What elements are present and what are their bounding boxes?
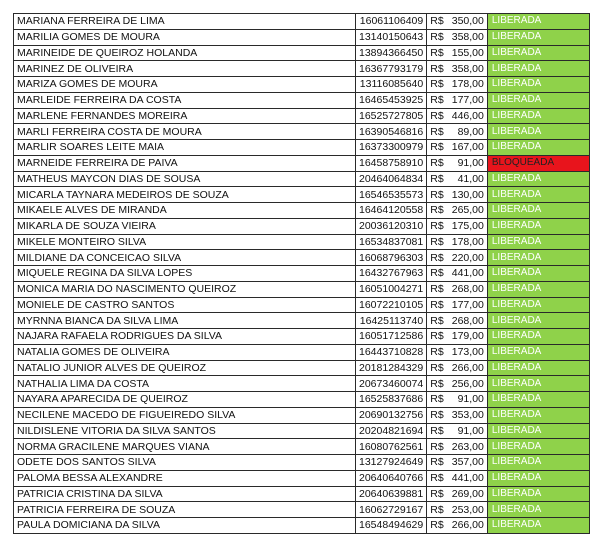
name-cell: NILDISLENE VITORIA DA SILVA SANTOS: [14, 423, 356, 439]
name-cell: PALOMA BESSA ALEXANDRE: [14, 470, 356, 486]
payment-status-table: [13, 13, 590, 534]
code-cell: 16443710828: [356, 344, 427, 360]
table-row: [14, 281, 590, 297]
status-cell: LIBERADA: [487, 502, 589, 518]
code-cell: 20036120310: [356, 218, 427, 234]
value-cell: 446,00: [449, 108, 488, 124]
table-row: [14, 187, 590, 203]
name-cell: NATHALIA LIMA DA COSTA: [14, 376, 356, 392]
table-row: [14, 502, 590, 518]
currency-cell: R$: [427, 502, 449, 518]
table-row: [14, 376, 590, 392]
currency-cell: R$: [427, 124, 449, 140]
status-cell: LIBERADA: [487, 470, 589, 486]
currency-cell: R$: [427, 218, 449, 234]
value-cell: 263,00: [449, 439, 488, 455]
currency-cell: R$: [427, 313, 449, 329]
value-cell: 91,00: [449, 423, 488, 439]
currency-cell: R$: [427, 155, 449, 171]
currency-cell: R$: [427, 297, 449, 313]
value-cell: 358,00: [449, 61, 488, 77]
status-cell: LIBERADA: [487, 250, 589, 266]
value-cell: 350,00: [449, 14, 488, 30]
table-row: [14, 203, 590, 219]
code-cell: 13140150643: [356, 29, 427, 45]
status-cell: LIBERADA: [487, 77, 589, 93]
table-row: [14, 61, 590, 77]
status-cell: LIBERADA: [487, 392, 589, 408]
table-row: [14, 329, 590, 345]
name-cell: MONIELE DE CASTRO SANTOS: [14, 297, 356, 313]
currency-cell: R$: [427, 266, 449, 282]
status-cell: LIBERADA: [487, 329, 589, 345]
code-cell: 16458758910: [356, 155, 427, 171]
value-cell: 130,00: [449, 187, 488, 203]
table-body: [14, 14, 590, 534]
currency-cell: R$: [427, 486, 449, 502]
code-cell: 16080762561: [356, 439, 427, 455]
status-cell: LIBERADA: [487, 92, 589, 108]
name-cell: MILDIANE DA CONCEICAO SILVA: [14, 250, 356, 266]
name-cell: MICARLA TAYNARA MEDEIROS DE SOUZA: [14, 187, 356, 203]
name-cell: MARLI FERREIRA COSTA DE MOURA: [14, 124, 356, 140]
value-cell: 268,00: [449, 313, 488, 329]
code-cell: 16051004271: [356, 281, 427, 297]
value-cell: 178,00: [449, 77, 488, 93]
currency-cell: R$: [427, 29, 449, 45]
name-cell: MIKARLA DE SOUZA VIEIRA: [14, 218, 356, 234]
code-cell: 16061106409: [356, 14, 427, 30]
code-cell: 16432767963: [356, 266, 427, 282]
code-cell: 20464064834: [356, 171, 427, 187]
table-row: [14, 250, 590, 266]
status-cell: LIBERADA: [487, 376, 589, 392]
table-row: [14, 14, 590, 30]
code-cell: 16525727805: [356, 108, 427, 124]
value-cell: 91,00: [449, 392, 488, 408]
table-row: [14, 313, 590, 329]
currency-cell: R$: [427, 518, 449, 534]
table-row: [14, 392, 590, 408]
code-cell: 20204821694: [356, 423, 427, 439]
currency-cell: R$: [427, 407, 449, 423]
code-cell: 16062729167: [356, 502, 427, 518]
name-cell: NAJARA RAFAELA RODRIGUES DA SILVA: [14, 329, 356, 345]
currency-cell: R$: [427, 187, 449, 203]
currency-cell: R$: [427, 344, 449, 360]
value-cell: 266,00: [449, 518, 488, 534]
value-cell: 89,00: [449, 124, 488, 140]
name-cell: ODETE DOS SANTOS SILVA: [14, 455, 356, 471]
name-cell: MONICA MARIA DO NASCIMENTO QUEIROZ: [14, 281, 356, 297]
table-row: [14, 486, 590, 502]
name-cell: MARNEIDE FERREIRA DE PAIVA: [14, 155, 356, 171]
status-cell: LIBERADA: [487, 29, 589, 45]
status-cell: LIBERADA: [487, 344, 589, 360]
code-cell: 20640639881: [356, 486, 427, 502]
value-cell: 177,00: [449, 297, 488, 313]
table-row: [14, 297, 590, 313]
code-cell: 16546535573: [356, 187, 427, 203]
value-cell: 441,00: [449, 470, 488, 486]
currency-cell: R$: [427, 439, 449, 455]
status-cell: LIBERADA: [487, 61, 589, 77]
code-cell: 16367793179: [356, 61, 427, 77]
code-cell: 16465453925: [356, 92, 427, 108]
value-cell: 155,00: [449, 45, 488, 61]
currency-cell: R$: [427, 171, 449, 187]
table-row: [14, 171, 590, 187]
value-cell: 177,00: [449, 92, 488, 108]
status-cell: LIBERADA: [487, 124, 589, 140]
table-row: [14, 45, 590, 61]
status-cell: LIBERADA: [487, 140, 589, 156]
currency-cell: R$: [427, 423, 449, 439]
name-cell: NORMA GRACILENE MARQUES VIANA: [14, 439, 356, 455]
table-row: [14, 518, 590, 534]
currency-cell: R$: [427, 61, 449, 77]
status-cell: LIBERADA: [487, 360, 589, 376]
currency-cell: R$: [427, 329, 449, 345]
name-cell: MARINEIDE DE QUEIROZ HOLANDA: [14, 45, 356, 61]
value-cell: 173,00: [449, 344, 488, 360]
table-row: [14, 266, 590, 282]
currency-cell: R$: [427, 455, 449, 471]
status-cell: LIBERADA: [487, 297, 589, 313]
code-cell: 16464120558: [356, 203, 427, 219]
code-cell: 16534837081: [356, 234, 427, 250]
value-cell: 253,00: [449, 502, 488, 518]
currency-cell: R$: [427, 234, 449, 250]
code-cell: 16373300979: [356, 140, 427, 156]
value-cell: 353,00: [449, 407, 488, 423]
name-cell: MARLEIDE FERREIRA DA COSTA: [14, 92, 356, 108]
code-cell: 16548494629: [356, 518, 427, 534]
value-cell: 266,00: [449, 360, 488, 376]
table-row: [14, 155, 590, 171]
currency-cell: R$: [427, 360, 449, 376]
name-cell: NECILENE MACEDO DE FIGUEIREDO SILVA: [14, 407, 356, 423]
table-row: [14, 108, 590, 124]
value-cell: 167,00: [449, 140, 488, 156]
status-cell: LIBERADA: [487, 407, 589, 423]
status-cell: LIBERADA: [487, 218, 589, 234]
status-cell: LIBERADA: [487, 518, 589, 534]
currency-cell: R$: [427, 392, 449, 408]
currency-cell: R$: [427, 140, 449, 156]
table-row: [14, 234, 590, 250]
name-cell: MIKELE MONTEIRO SILVA: [14, 234, 356, 250]
currency-cell: R$: [427, 14, 449, 30]
value-cell: 220,00: [449, 250, 488, 266]
code-cell: 16525837686: [356, 392, 427, 408]
value-cell: 178,00: [449, 234, 488, 250]
code-cell: 20640640766: [356, 470, 427, 486]
currency-cell: R$: [427, 250, 449, 266]
code-cell: 20181284329: [356, 360, 427, 376]
code-cell: 16390546816: [356, 124, 427, 140]
name-cell: PATRICIA FERREIRA DE SOUZA: [14, 502, 356, 518]
name-cell: MIKAELE ALVES DE MIRANDA: [14, 203, 356, 219]
table-row: [14, 218, 590, 234]
code-cell: 20673460074: [356, 376, 427, 392]
name-cell: MARIANA FERREIRA DE LIMA: [14, 14, 356, 30]
value-cell: 91,00: [449, 155, 488, 171]
code-cell: 13894366450: [356, 45, 427, 61]
status-cell: LIBERADA: [487, 281, 589, 297]
status-cell: LIBERADA: [487, 423, 589, 439]
name-cell: PAULA DOMICIANA DA SILVA: [14, 518, 356, 534]
currency-cell: R$: [427, 203, 449, 219]
value-cell: 175,00: [449, 218, 488, 234]
status-cell: LIBERADA: [487, 187, 589, 203]
currency-cell: R$: [427, 45, 449, 61]
status-cell: LIBERADA: [487, 455, 589, 471]
value-cell: 357,00: [449, 455, 488, 471]
name-cell: NATALIO JUNIOR ALVES DE QUEIROZ: [14, 360, 356, 376]
status-cell: LIBERADA: [487, 266, 589, 282]
name-cell: NATALIA GOMES DE OLIVEIRA: [14, 344, 356, 360]
name-cell: MIQUELE REGINA DA SILVA LOPES: [14, 266, 356, 282]
status-cell: LIBERADA: [487, 108, 589, 124]
name-cell: MARIZA GOMES DE MOURA: [14, 77, 356, 93]
value-cell: 358,00: [449, 29, 488, 45]
code-cell: 20690132756: [356, 407, 427, 423]
table-row: [14, 455, 590, 471]
status-cell: LIBERADA: [487, 439, 589, 455]
table-row: [14, 439, 590, 455]
currency-cell: R$: [427, 108, 449, 124]
table-row: [14, 470, 590, 486]
status-cell: LIBERADA: [487, 203, 589, 219]
table-row: [14, 140, 590, 156]
name-cell: PATRICIA CRISTINA DA SILVA: [14, 486, 356, 502]
status-cell: LIBERADA: [487, 313, 589, 329]
table-row: [14, 407, 590, 423]
status-cell: LIBERADA: [487, 14, 589, 30]
status-cell: LIBERADA: [487, 171, 589, 187]
table-row: [14, 124, 590, 140]
value-cell: 269,00: [449, 486, 488, 502]
status-cell: BLOQUEADA: [487, 155, 589, 171]
table-row: [14, 77, 590, 93]
name-cell: MATHEUS MAYCON DIAS DE SOUSA: [14, 171, 356, 187]
value-cell: 268,00: [449, 281, 488, 297]
table-row: [14, 360, 590, 376]
value-cell: 179,00: [449, 329, 488, 345]
currency-cell: R$: [427, 92, 449, 108]
value-cell: 256,00: [449, 376, 488, 392]
code-cell: 16051712586: [356, 329, 427, 345]
status-cell: LIBERADA: [487, 45, 589, 61]
code-cell: 13116085640: [356, 77, 427, 93]
table-row: [14, 29, 590, 45]
name-cell: MARLIR SOARES LEITE MAIA: [14, 140, 356, 156]
table-row: [14, 344, 590, 360]
code-cell: 16425113740: [356, 313, 427, 329]
code-cell: 16068796303: [356, 250, 427, 266]
currency-cell: R$: [427, 77, 449, 93]
table-row: [14, 423, 590, 439]
code-cell: 16072210105: [356, 297, 427, 313]
name-cell: MARINEZ DE OLIVEIRA: [14, 61, 356, 77]
code-cell: 13127924649: [356, 455, 427, 471]
status-cell: LIBERADA: [487, 486, 589, 502]
status-cell: LIBERADA: [487, 234, 589, 250]
currency-cell: R$: [427, 376, 449, 392]
name-cell: MARLENE FERNANDES MOREIRA: [14, 108, 356, 124]
value-cell: 265,00: [449, 203, 488, 219]
value-cell: 41,00: [449, 171, 488, 187]
name-cell: NAYARA APARECIDA DE QUEIROZ: [14, 392, 356, 408]
currency-cell: R$: [427, 470, 449, 486]
currency-cell: R$: [427, 281, 449, 297]
name-cell: MYRNNA BIANCA DA SILVA LIMA: [14, 313, 356, 329]
name-cell: MARILIA GOMES DE MOURA: [14, 29, 356, 45]
value-cell: 441,00: [449, 266, 488, 282]
table-row: [14, 92, 590, 108]
